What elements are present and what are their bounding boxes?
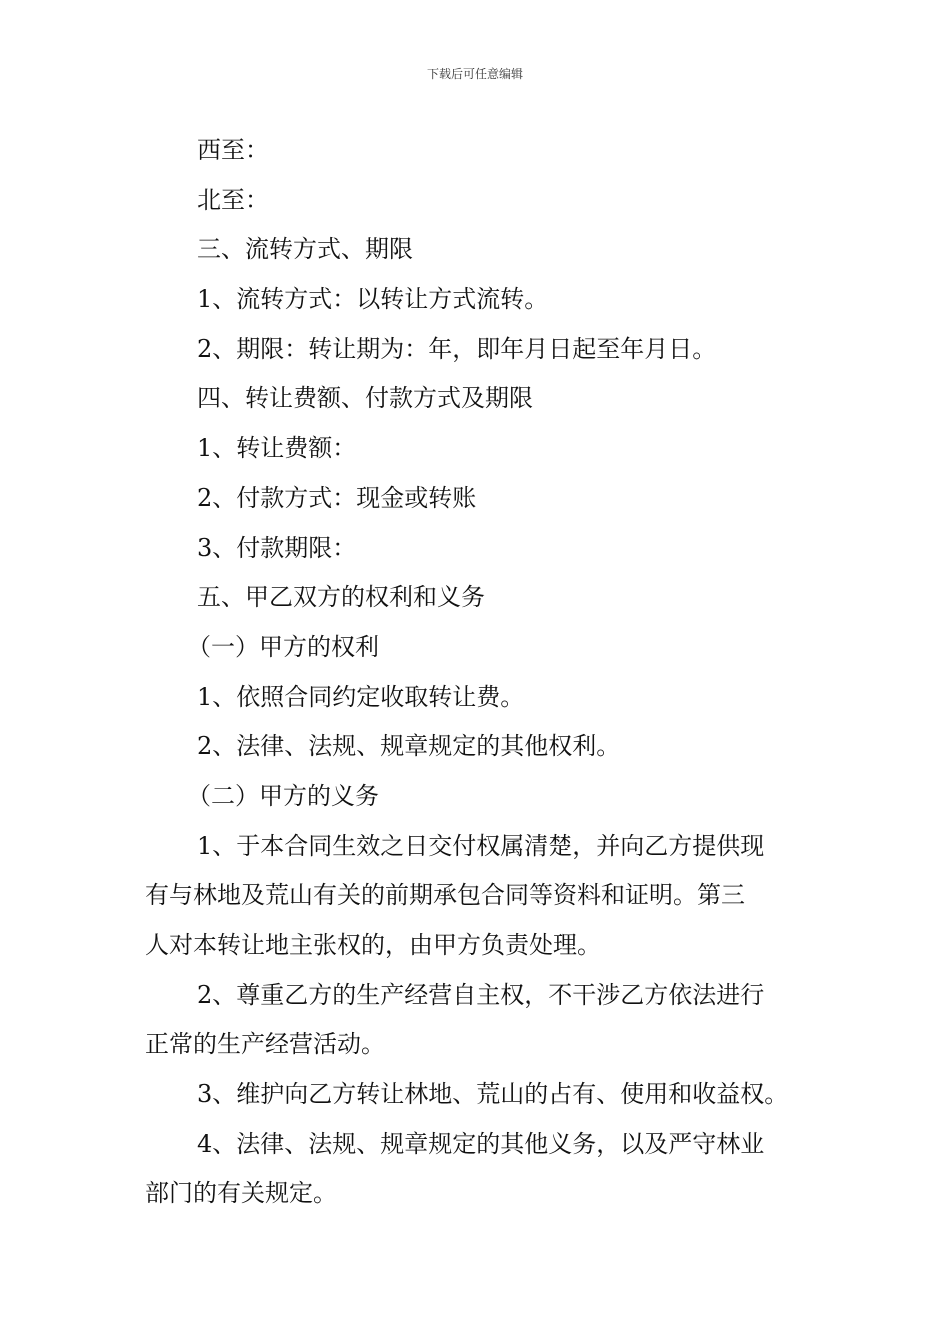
section-heading-transfer-method: 三、流转方式、期限 [197, 235, 413, 264]
section-heading-fee: 四、转让费额、付款方式及期限 [197, 384, 533, 413]
paragraph-north-boundary: 北至： [197, 185, 269, 214]
paragraph-west-boundary: 西至： [197, 136, 269, 164]
paragraph-term: 2、期限：转让期为：年，即年月日起至年月日。 [197, 334, 717, 363]
page-header-note: 下载后可任意编辑 [426, 67, 523, 81]
paragraph-fee-amount: 1、转让费额： [197, 434, 357, 463]
paragraph-payment-method: 2、付款方式：现金或转账 [197, 483, 477, 512]
paragraph-right-1: 1、依照合同约定收取转让费。 [197, 682, 525, 711]
paragraph-payment-term: 3、付款期限： [197, 533, 357, 562]
subsection-heading-party-a-rights: （一）甲方的权利 [187, 632, 379, 661]
subsection-heading-party-a-obligations: （二）甲方的义务 [187, 781, 379, 810]
paragraph-obligation-2-line-1: 2、尊重乙方的生产经营自主权，不干涉乙方依法进行 [197, 980, 765, 1009]
paragraph-obligation-1-line-1: 1、于本合同生效之日交付权属清楚，并向乙方提供现 [197, 831, 765, 860]
section-heading-rights-obligations: 五、甲乙双方的权利和义务 [197, 583, 485, 612]
paragraph-obligation-3: 3、维护向乙方转让林地、荒山的占有、使用和收益权。 [197, 1080, 789, 1109]
paragraph-obligation-2-line-2: 正常的生产经营活动。 [145, 1030, 385, 1059]
paragraph-obligation-1-line-3: 人对本转让地主张权的，由甲方负责处理。 [145, 931, 601, 959]
paragraph-transfer-method: 1、流转方式：以转让方式流转。 [197, 285, 549, 314]
paragraph-obligation-4-line-2: 部门的有关规定。 [145, 1179, 337, 1208]
document-body [145, 126, 810, 1219]
paragraph-obligation-1-line-2: 有与林地及荒山有关的前期承包合同等资料和证明。第三 [145, 881, 745, 910]
paragraph-obligation-4-line-1: 4、法律、法规、规章规定的其他义务，以及严守林业 [197, 1129, 765, 1158]
paragraph-right-2: 2、法律、法规、规章规定的其他权利。 [197, 732, 621, 761]
